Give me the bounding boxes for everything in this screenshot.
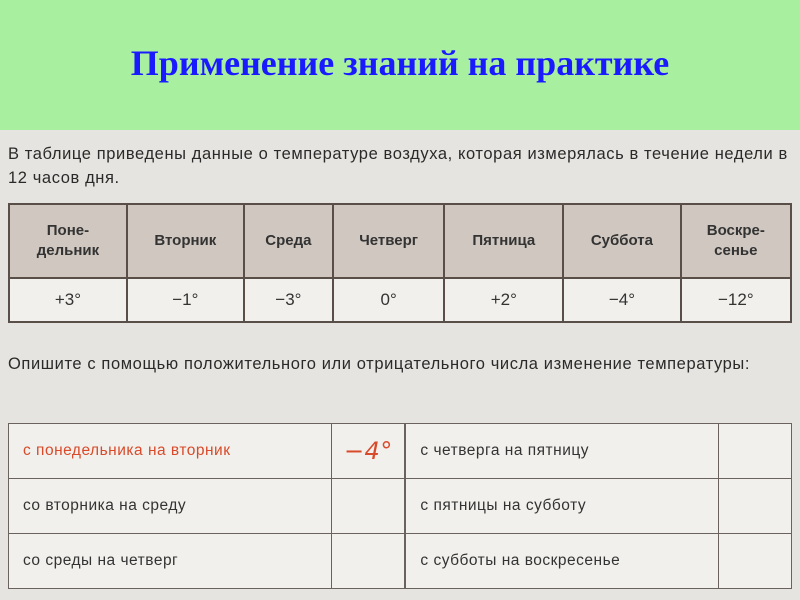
day-header: [333, 204, 444, 278]
day-header: [563, 204, 680, 278]
task-label: с пятницы на субботу: [405, 479, 718, 534]
day-header: [444, 204, 563, 278]
temperature-cell: −4°: [563, 278, 680, 322]
intro-text: В таблице приведены данные о температуре воздуха, которая измерялась в течение недели в 12 часов дня.: [8, 145, 788, 187]
task-label: со вторника на среду: [9, 479, 332, 534]
temperature-cell: +2°: [444, 278, 563, 322]
day-label: Четверг: [359, 232, 419, 249]
task-label: со среды на четверг: [9, 534, 332, 589]
day-header: [681, 204, 791, 278]
temperature-row: [9, 278, 791, 322]
day-header-row: [9, 204, 791, 278]
day-label: Поне- дельник: [36, 222, 100, 259]
task-label: с понедельника на вторник: [9, 424, 332, 479]
title-banner: [0, 0, 800, 130]
day-label: Пятница: [472, 232, 536, 249]
day-label: Воскре- сенье: [706, 222, 765, 259]
day-label: Среда: [265, 232, 312, 249]
temperature-cell: 0°: [333, 278, 444, 322]
day-label: Вторник: [154, 232, 217, 249]
task-label: с четверга на пятницу: [405, 424, 718, 479]
slide-title: Применение знаний на практике: [130, 43, 670, 83]
answer-cell[interactable]: [719, 424, 792, 479]
task-row: [9, 424, 792, 479]
question-text: Опишите с помощью положительного или отрицательного числа изменение температуры:: [8, 355, 751, 373]
textbook-page: [0, 130, 800, 600]
task-table: [8, 423, 792, 589]
answer-cell[interactable]: [332, 534, 406, 589]
answer-cell[interactable]: [332, 424, 406, 479]
temperature-cell: −12°: [681, 278, 791, 322]
task-label: с субботы на воскресенье: [405, 534, 718, 589]
answer-value: −4°: [343, 437, 393, 465]
answer-cell[interactable]: [719, 534, 792, 589]
answer-cell[interactable]: [332, 479, 406, 534]
task-row: [9, 479, 792, 534]
day-header: [244, 204, 333, 278]
temperature-table: [8, 203, 792, 323]
temperature-cell: +3°: [9, 278, 127, 322]
temperature-cell: −3°: [244, 278, 333, 322]
day-label: Суббота: [590, 232, 653, 249]
day-header: [9, 204, 127, 278]
task-row: [9, 534, 792, 589]
temperature-cell: −1°: [127, 278, 244, 322]
day-header: [127, 204, 244, 278]
answer-cell[interactable]: [719, 479, 792, 534]
